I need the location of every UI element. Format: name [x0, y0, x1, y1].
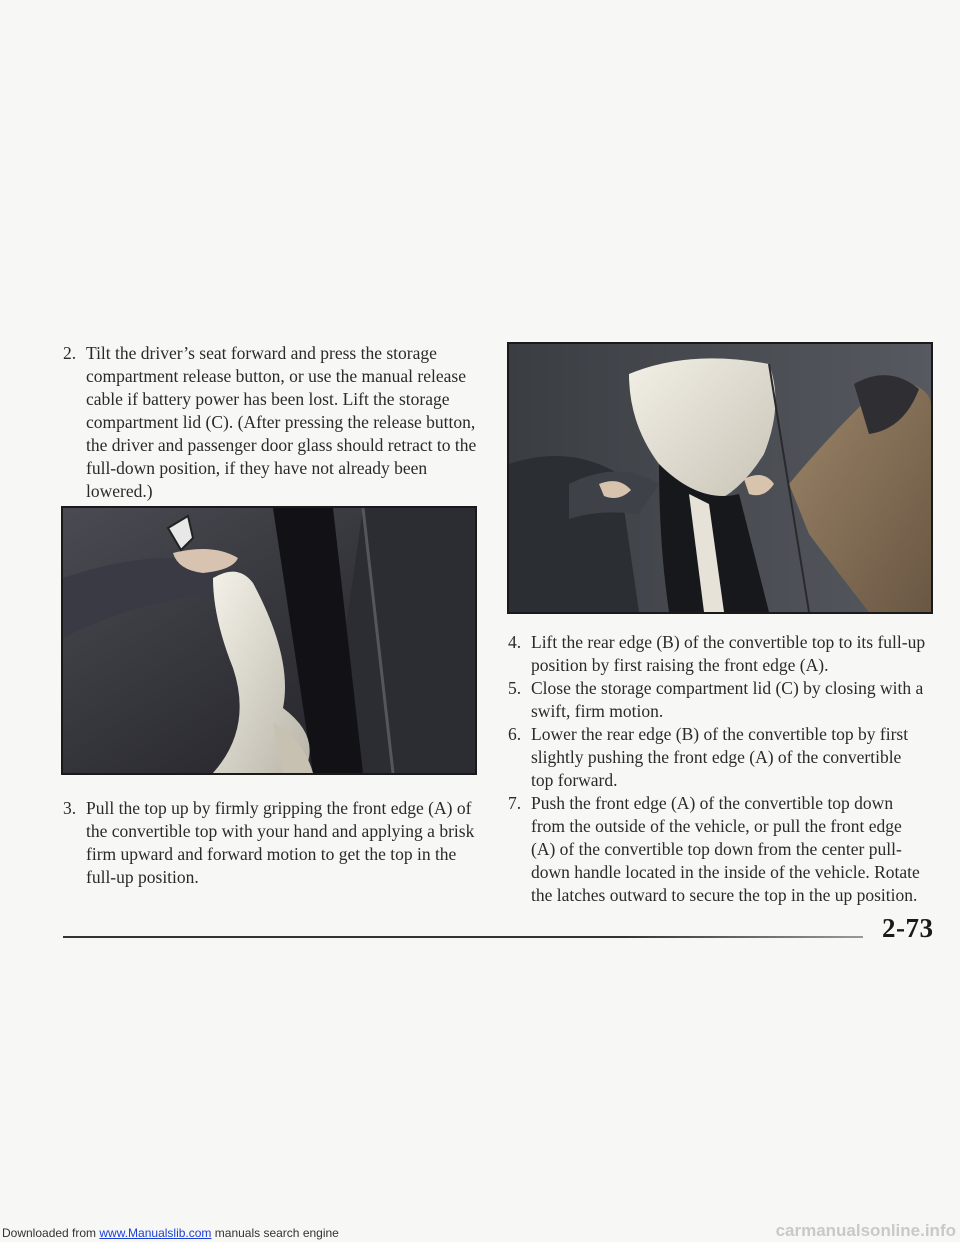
- step-text: Tilt the driver’s seat forward and press the storage compartment release button, or use the manual release cable if battery power has been lost. Lift the storage compartment lid (C). (After pressing the release button, the driver and passenger door glass should retract to the full-down position, if they have not already been lowered.): [86, 343, 477, 501]
- convertible-top-photo: [507, 342, 933, 614]
- step-number: 6.: [508, 724, 522, 744]
- convertible-top-illustration: [509, 344, 931, 612]
- footer-rule: [63, 936, 863, 938]
- step-number: 3.: [63, 798, 77, 818]
- storage-compartment-illustration: [63, 508, 475, 773]
- step-text: Lift the rear edge (B) of the convertible top to its full-up position by first raising the front edge (A).: [531, 632, 926, 675]
- step-number: 2.: [63, 343, 77, 363]
- step-5: [508, 677, 928, 723]
- step-number: 4.: [508, 632, 522, 652]
- storage-compartment-photo: [61, 506, 477, 775]
- step-text: Lower the rear edge (B) of the convertible top by first slightly pushing the front edge (A) of the convertible top forward.: [531, 724, 909, 790]
- step-7: [508, 792, 928, 907]
- step-text: Close the storage compartment lid (C) by closing with a swift, firm motion.: [531, 678, 924, 721]
- step-text: Pull the top up by firmly gripping the front edge (A) of the convertible top with your hand and applying a brisk firm upward and forward motion to get the top in the full-up position.: [86, 798, 475, 887]
- footer-suffix: manuals search engine: [211, 1226, 339, 1240]
- watermark: carmanualsonline.info: [775, 1221, 956, 1240]
- step-2: [63, 342, 483, 503]
- step-3: [63, 797, 483, 889]
- footer-prefix: Downloaded from: [2, 1226, 100, 1240]
- step-4: [508, 631, 928, 677]
- page-number: 2-73: [882, 913, 934, 943]
- download-footer: [2, 1226, 339, 1240]
- step-6: [508, 723, 928, 792]
- step-number: 5.: [508, 678, 522, 698]
- step-text: Push the front edge (A) of the convertible top down from the outside of the vehicle, or pull the front edge (A) of the convertible top down from the center pull-down handle located in the inside of the vehicle. Rotate the latches outward to secure the top in the up position.: [531, 793, 920, 905]
- step-number: 7.: [508, 793, 522, 813]
- manualslib-link[interactable]: www.Manualslib.com: [99, 1226, 212, 1240]
